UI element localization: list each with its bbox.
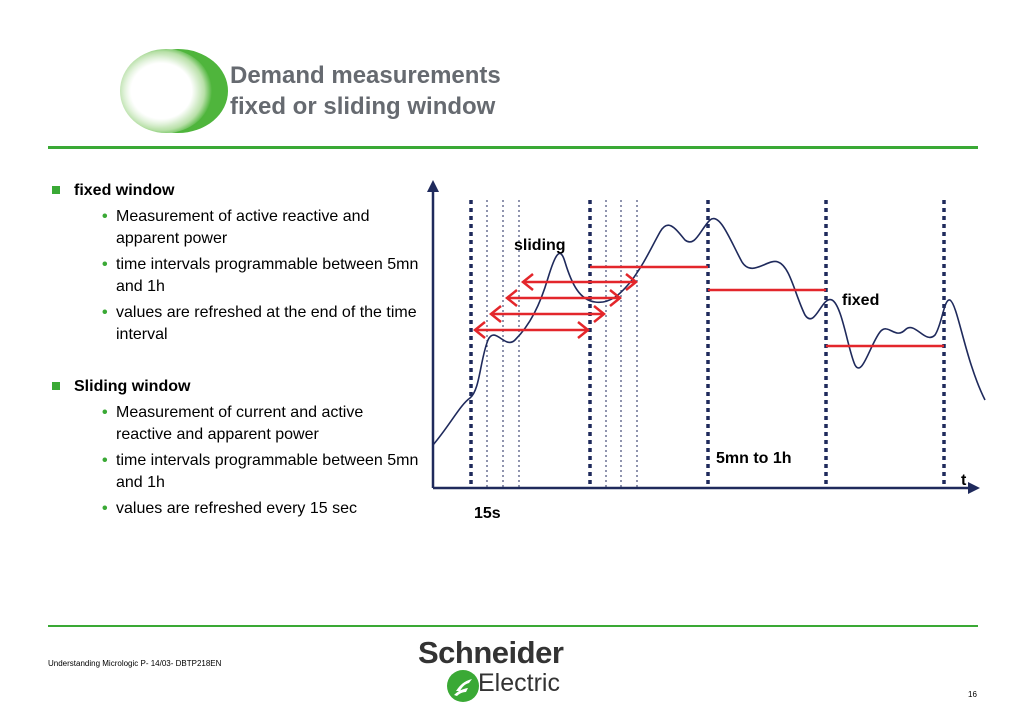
life-is-on-icon	[446, 669, 480, 703]
brand-name-line1: Schneider	[418, 635, 564, 670]
list-item-text: time intervals programmable between 5mn and 1h	[116, 256, 419, 295]
title-line-1: Demand measurements	[230, 62, 501, 89]
section-sliding-window	[50, 376, 420, 520]
double-arrow-icon	[491, 306, 604, 322]
label-interval-range: 5mn to 1h	[716, 450, 792, 467]
y-axis-arrow-icon	[427, 180, 439, 192]
brand-logo	[418, 635, 588, 705]
sliding-window-arrows	[475, 274, 636, 338]
list-item-text: Measurement of active reactive and apparent power	[116, 208, 370, 247]
brand-name-line2: Electric	[478, 669, 560, 697]
bullet-dot-icon: •	[102, 500, 108, 517]
bullet-dot-icon: •	[102, 256, 108, 273]
list-item	[102, 402, 420, 446]
list-item-text: Measurement of current and active reactive and apparent power	[116, 404, 364, 443]
fixed-window-levels	[590, 267, 944, 346]
list-item-text: values are refreshed at the end of the time interval	[116, 304, 417, 343]
list-item-text: time intervals programmable between 5mn and 1h	[116, 452, 419, 491]
page-number: 16	[968, 690, 977, 699]
bullet-dot-icon: •	[102, 304, 108, 321]
list-item	[102, 206, 420, 250]
section-title	[50, 376, 420, 398]
x-axis-arrow-icon	[968, 482, 980, 494]
bullet-list	[50, 180, 420, 550]
section-title-text: fixed window	[74, 182, 175, 199]
square-bullet-icon	[52, 382, 60, 390]
header-divider	[48, 146, 978, 149]
footer-divider	[48, 625, 978, 627]
list-item-text: values are refreshed every 15 sec	[116, 500, 358, 517]
bullet-dot-icon: •	[102, 404, 108, 421]
list-item	[102, 254, 420, 298]
bullet-dot-icon: •	[102, 208, 108, 225]
section-title-text: Sliding window	[74, 378, 191, 395]
double-arrow-icon	[523, 274, 636, 290]
section-title	[50, 180, 420, 202]
section-fixed-window	[50, 180, 420, 346]
label-15s: 15s	[474, 505, 501, 522]
footer-doc-ref: Understanding Micrologic P- 14/03- DBTP218EN	[48, 659, 222, 668]
double-arrow-icon	[507, 290, 620, 306]
bullet-dot-icon: •	[102, 452, 108, 469]
list-item	[102, 302, 420, 346]
label-time-axis: t	[961, 472, 967, 489]
header-circle-logo	[112, 47, 230, 135]
square-bullet-icon	[52, 186, 60, 194]
window-diagram	[420, 170, 990, 530]
label-sliding: sliding	[514, 237, 566, 254]
list-item	[102, 450, 420, 494]
label-fixed: fixed	[842, 292, 880, 309]
page-title	[230, 60, 501, 122]
list-item	[102, 498, 420, 520]
title-line-2: fixed or sliding window	[230, 93, 496, 120]
